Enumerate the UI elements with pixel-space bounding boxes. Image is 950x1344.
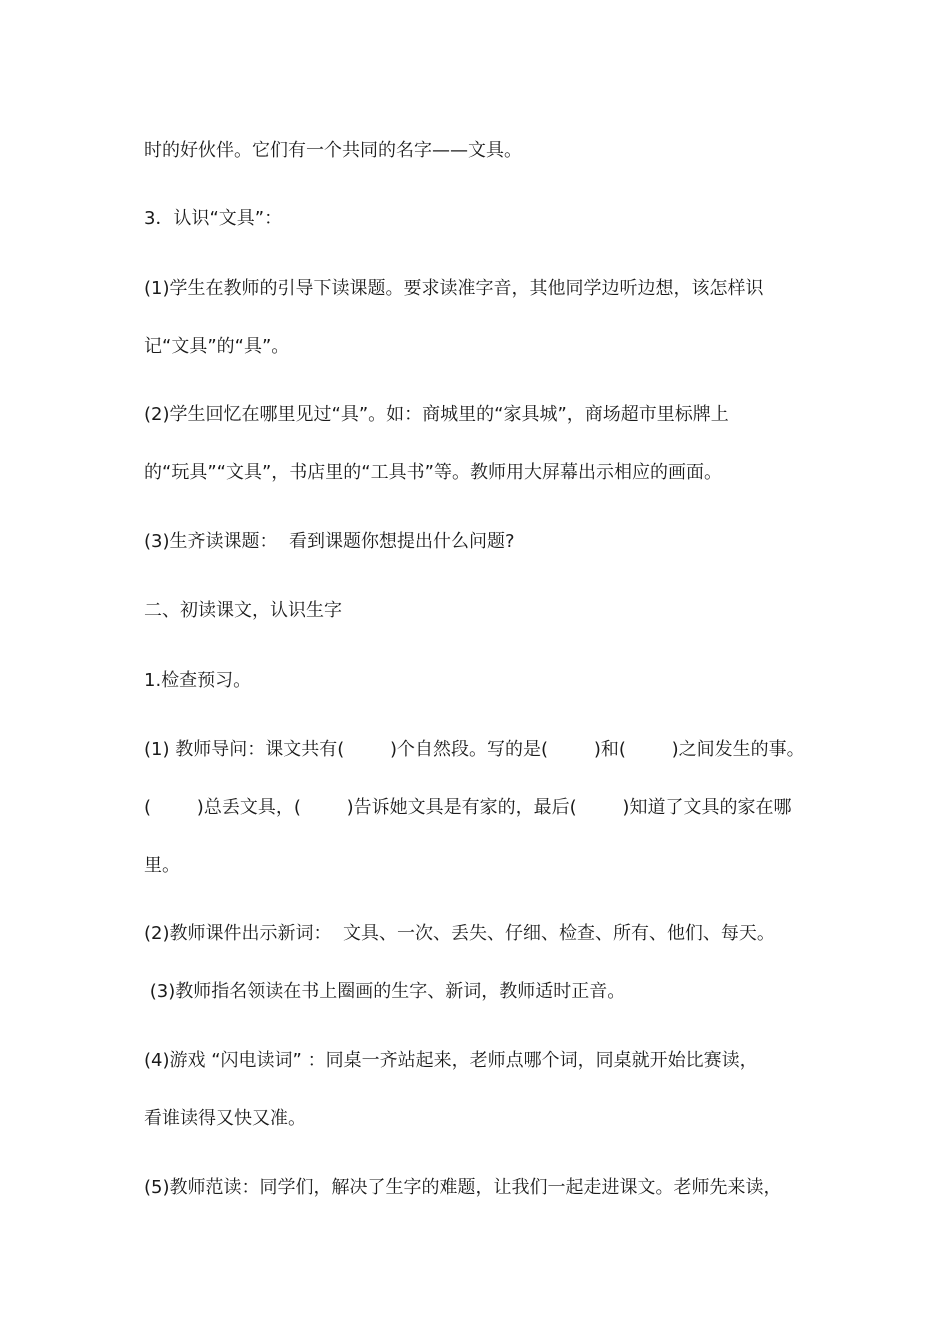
text-line: (4)游戏 “闪电读词” ：同桌一齐站起来，老师点哪个词，同桌就开始比赛读， bbox=[144, 1050, 758, 1071]
text-line: 记“文具”的“具”。 bbox=[144, 336, 290, 357]
text-line: (5)教师范读：同学们，解决了生字的难题，让我们一起走进课文。老师先来读， bbox=[144, 1177, 782, 1198]
text-line: (1)学生在教师的引导下读课题。要求读准字音，其他同学边听边想，该怎样识 bbox=[144, 278, 764, 299]
text-line: 看谁读得又快又准。 bbox=[144, 1108, 306, 1129]
text-line: (3)生齐读课题： 看到课题你想提出什么问题? bbox=[144, 531, 515, 552]
text-line: (2)教师课件出示新词： 文具、一次、丢失、仔细、检查、所有、他们、每天。 bbox=[144, 923, 775, 944]
text-line: 时的好伙伴。它们有一个共同的名字——文具。 bbox=[144, 140, 522, 161]
section-heading: 1.检查预习。 bbox=[144, 670, 252, 691]
text-line: ( )总丢文具，( )告诉她文具是有家的，最后( )知道了文具的家在哪 bbox=[144, 797, 792, 818]
text-line: (3)教师指名领读在书上圈画的生字、新词，教师适时正音。 bbox=[144, 981, 626, 1002]
section-heading: 3．认识“文具”： bbox=[144, 208, 283, 229]
section-heading: 二、初读课文，认识生字 bbox=[144, 600, 342, 621]
text-line: (1) 教师导问：课文共有( )个自然段。写的是( )和( )之间发生的事。 bbox=[144, 739, 805, 760]
text-line: (2)学生回忆在哪里见过“具”。如：商城里的“家具城”，商场超市里标牌上 bbox=[144, 404, 729, 425]
text-line: 里。 bbox=[144, 855, 180, 876]
text-line: 的“玩具”“文具”，书店里的“工具书”等。教师用大屏幕出示相应的画面。 bbox=[144, 462, 722, 483]
